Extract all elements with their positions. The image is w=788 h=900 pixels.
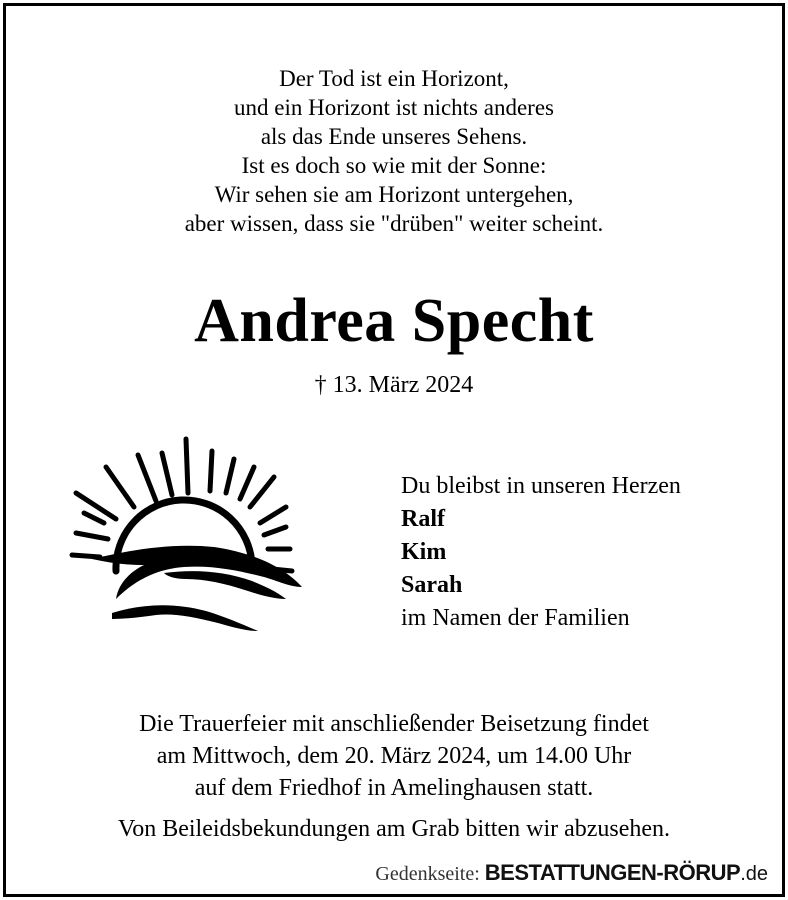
footer-tld: .de xyxy=(740,863,768,885)
service-info xyxy=(6,708,782,804)
service-line: Die Trauerfeier mit anschließender Beisetzung findet xyxy=(139,711,649,737)
funeral-home-logo: BESTATTUNGEN-RÖRUP xyxy=(484,860,741,885)
mourner-name: Kim xyxy=(401,539,447,565)
sunset-icon xyxy=(64,431,314,641)
mourners xyxy=(401,470,681,635)
mourners-intro: Du bleibst in unseren Herzen xyxy=(401,473,681,499)
mourner-name: Sarah xyxy=(401,572,463,598)
poem-line: als das Ende unseres Sehens. xyxy=(260,124,528,149)
memorial-page-link[interactable] xyxy=(375,860,768,886)
condolence-note: Von Beileidsbekundungen am Grab bitten wir abzusehen. xyxy=(117,816,671,842)
obituary-frame xyxy=(3,3,785,897)
poem-line: Der Tod ist ein Horizont, xyxy=(279,66,509,91)
death-date: † 13. März 2024 xyxy=(314,372,474,398)
mourner-name: Ralf xyxy=(401,506,445,532)
poem-line: und ein Horizont ist nichts anderes xyxy=(233,95,554,120)
service-line: am Mittwoch, dem 20. März 2024, um 14.00 Uhr xyxy=(156,743,632,769)
service-line: auf dem Friedhof in Amelinghausen statt. xyxy=(194,775,594,801)
poem-line: Wir sehen sie am Horizont untergehen, xyxy=(214,182,574,207)
poem xyxy=(6,64,782,238)
mourners-closing: im Namen der Familien xyxy=(401,605,630,631)
poem-line: Ist es doch so wie mit der Sonne: xyxy=(241,153,547,178)
footer-label: Gedenkseite: xyxy=(375,863,480,885)
deceased-name: Andrea Specht xyxy=(194,287,594,355)
poem-line: aber wissen, dass sie "drüben" weiter scheint. xyxy=(184,211,604,236)
